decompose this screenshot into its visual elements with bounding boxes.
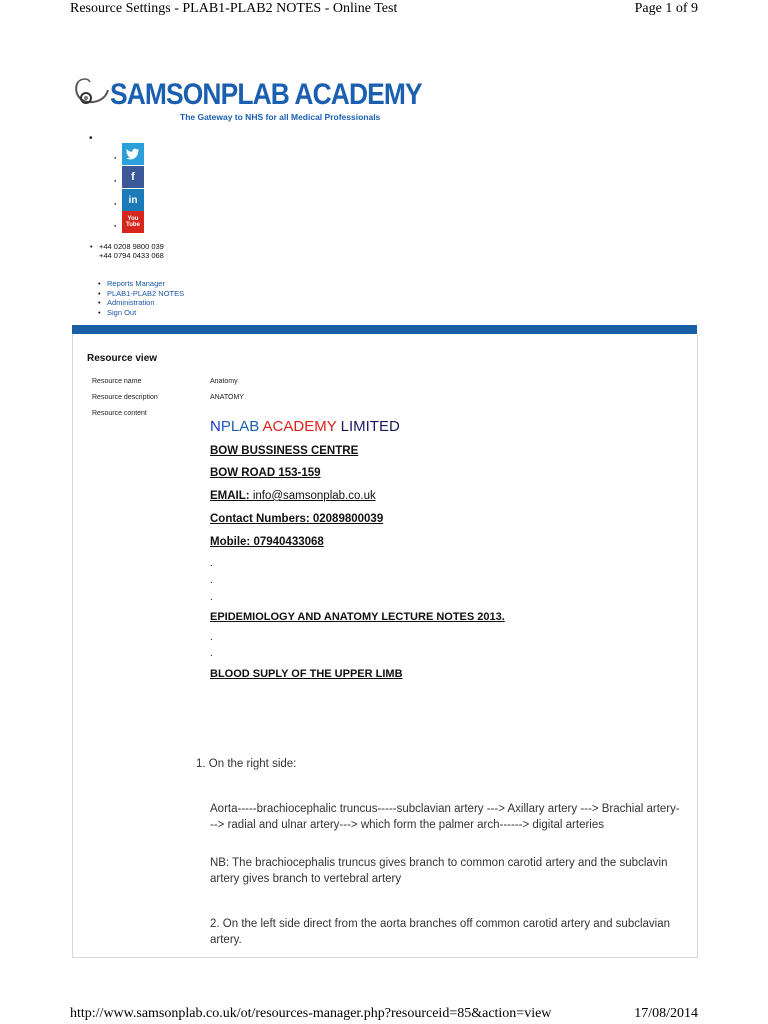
list-bullet: • [89, 133, 93, 144]
address-line-2: BOW ROAD 153-159 [210, 467, 321, 479]
brand-samson: SAMSON [110, 78, 221, 111]
paragraph-nb: NB: The brachiocephalis truncus gives branch to common carotid artery and the subclavin artery gives branch to vertebral artery [210, 857, 668, 885]
mobile-number: Mobile: 07940433068 [210, 536, 324, 548]
lecture-notes-title: EPIDEMIOLOGY AND ANATOMY LECTURE NOTES 2013. [210, 611, 505, 623]
email-value: info@samsonplab.co.uk [252, 490, 376, 502]
spacer-dot: . [210, 558, 213, 569]
resource-description-label: Resource description [92, 394, 158, 401]
youtube-icon[interactable]: You Tube [122, 211, 144, 233]
email-label: EMAIL: [210, 490, 253, 502]
nav-administration[interactable]: • Administration [98, 298, 184, 308]
email-line [210, 490, 376, 502]
paragraph-left-side: 2. On the left side direct from the aorta branches off common carotid artery and subclavian artery. [210, 918, 671, 946]
brand-tagline: The Gateway to NHS for all Medical Professionals [180, 112, 381, 122]
spacer-dot: . [210, 575, 213, 586]
print-footer [70, 1002, 698, 1024]
linkedin-icon[interactable]: in [122, 189, 144, 211]
print-header [70, 0, 698, 20]
section-title: BLOOD SUPLY OF THE UPPER LIMB [210, 668, 403, 680]
print-footer-url[interactable]: http://www.samsonplab.co.uk/ot/resources-manager.php?resourceid=85&action=view [70, 1006, 552, 1021]
phone-line-1: +44 0208 9800 039 [99, 242, 164, 251]
address-line-1: BOW BUSSINESS CENTRE [210, 445, 359, 457]
main-nav [98, 279, 184, 317]
contact-numbers: Contact Numbers: 02089800039 [210, 513, 384, 525]
print-page-number: Page 1 of 9 [634, 1, 698, 16]
resource-view-title: Resource view [87, 353, 158, 364]
facebook-icon[interactable]: f [122, 166, 144, 188]
print-header-title: Resource Settings - PLAB1-PLAB2 NOTES - Online Test [70, 1, 398, 16]
resource-name-label: Resource name [92, 378, 142, 385]
panel-header-bar [72, 325, 697, 334]
resource-content-label: Resource content [92, 410, 147, 417]
nav-sign-out[interactable]: • Sign Out [98, 308, 184, 318]
print-footer-date: 17/08/2014 [634, 1006, 698, 1021]
resource-name-value: Anatomy [210, 378, 238, 385]
spacer-dot: . [210, 592, 213, 603]
spacer-dot: . [210, 632, 213, 643]
resource-description-value: ANATOMY [210, 394, 244, 401]
brand-plab-academy: PLAB ACADEMY [220, 78, 422, 111]
nav-reports-manager[interactable]: • Reports Manager [98, 279, 184, 289]
site-logo[interactable] [72, 72, 422, 128]
phone-line-2: +44 0794 0433 068 [99, 251, 164, 260]
list-item-right-side: 1. On the right side: [196, 758, 297, 770]
spacer-dot: . [210, 648, 213, 659]
nav-plab-notes[interactable]: • PLAB1-PLAB2 NOTES [98, 289, 184, 299]
twitter-icon[interactable] [122, 143, 144, 165]
stethoscope-icon [72, 74, 112, 114]
paragraph-right-side: Aorta-----brachiocephalic truncus-----subclavian artery ---> Axillary artery ---> Brachial artery---> radial and ulnar artery---> which form the palmer arch------> digital arteries [210, 803, 680, 831]
brand-name [110, 78, 422, 112]
company-name: NPLAB ACADEMY LIMITED [210, 418, 400, 435]
